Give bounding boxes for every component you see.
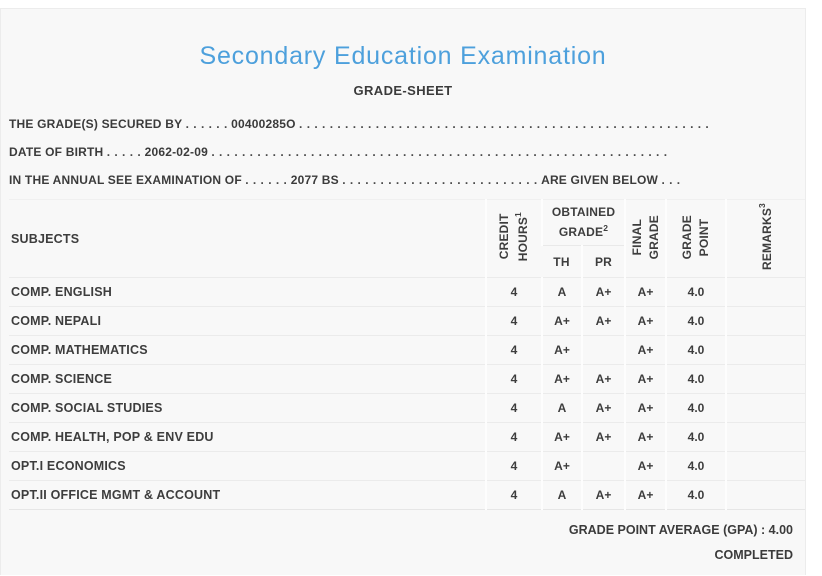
dot-leader: . . . . . . . . . . . . . . . . . . . . . . . . . . [342, 173, 538, 187]
examination-year-value: 2077 BS [290, 173, 339, 187]
credit-cell: 4 [486, 481, 542, 510]
subject-cell: COMP. NEPALI [11, 314, 102, 328]
subjects-header: SUBJECTS [9, 200, 486, 278]
remarks-cell [726, 278, 805, 307]
th-grade-cell: A [542, 278, 582, 307]
examination-label: IN THE ANNUAL SEE EXAMINATION OF [9, 173, 242, 187]
th-grade-cell: A [542, 481, 582, 510]
grade-point-cell: 4.0 [666, 307, 726, 336]
pr-grade-cell [582, 336, 625, 365]
final-grade-cell: A+ [625, 394, 666, 423]
info-line-date-of-birth [9, 138, 717, 166]
grade-point-cell: 4.0 [666, 423, 726, 452]
credit-cell: 4 [486, 307, 542, 336]
final-grade-cell: A+ [625, 481, 666, 510]
final-grade-cell: A+ [625, 365, 666, 394]
th-grade-cell: A+ [542, 307, 582, 336]
pr-grade-cell: A+ [582, 307, 625, 336]
remarks-cell [726, 365, 805, 394]
th-grade-cell: A+ [542, 452, 582, 481]
table-row [9, 423, 805, 452]
candidate-info [1, 110, 805, 194]
date-of-birth-value: 2062-02-09 [144, 145, 208, 159]
final-grade-cell: A+ [625, 452, 666, 481]
completion-status: COMPLETED [714, 548, 793, 562]
date-of-birth-label: DATE OF BIRTH [9, 145, 104, 159]
pr-grade-cell: A+ [582, 394, 625, 423]
page-subtitle: GRADE-SHEET [353, 83, 453, 98]
subject-cell: COMP. SOCIAL STUDIES [11, 401, 163, 415]
info-line-examination-year [9, 166, 717, 194]
pr-grade-cell [582, 452, 625, 481]
credit-cell: 4 [486, 423, 542, 452]
theory-column-header: TH [542, 246, 582, 278]
grade-sheet [0, 8, 806, 575]
pr-grade-cell: A+ [582, 481, 625, 510]
table-row [9, 278, 805, 307]
grade-point-cell: 4.0 [666, 394, 726, 423]
remarks-header: REMARKS$^3$ [726, 200, 805, 278]
obtained-grade-header: OBTAINED GRADE$^2$ [542, 200, 625, 246]
grades-table [9, 199, 805, 510]
final-grade-cell: A+ [625, 307, 666, 336]
result-summary [1, 523, 793, 562]
final-grade-cell: A+ [625, 423, 666, 452]
subject-cell: OPT.I ECONOMICS [11, 459, 126, 473]
subject-cell: COMP. SCIENCE [11, 372, 113, 386]
grades-secured-label: THE GRADE(S) SECURED BY [9, 117, 183, 131]
dot-leader: . . . [661, 173, 681, 187]
credit-cell: 4 [486, 394, 542, 423]
info-line-grades-secured [9, 110, 717, 138]
practical-column-header: PR [582, 246, 625, 278]
symbol-number-value: 00400285O [231, 117, 296, 131]
pr-grade-cell: A+ [582, 423, 625, 452]
table-row [9, 481, 805, 510]
table-row [9, 452, 805, 481]
remarks-cell [726, 452, 805, 481]
table-row [9, 394, 805, 423]
th-grade-cell: A+ [542, 336, 582, 365]
pr-grade-cell: A+ [582, 365, 625, 394]
credit-hours-header: CREDIT HOURS$^1$ [486, 200, 542, 278]
dot-leader: . . . . . . [185, 117, 228, 131]
gpa-line: GRADE POINT AVERAGE (GPA) : 4.00 [568, 523, 793, 537]
subject-cell: COMP. MATHEMATICS [11, 343, 148, 357]
table-row [9, 365, 805, 394]
obtained-grade-footnote: 2 [603, 222, 609, 233]
table-row [9, 336, 805, 365]
subject-cell: COMP. HEALTH, POP & ENV EDU [11, 430, 214, 444]
th-grade-cell: A+ [542, 423, 582, 452]
th-grade-cell: A+ [542, 365, 582, 394]
table-row [9, 307, 805, 336]
credit-hours-footnote: 1 [513, 212, 523, 218]
subject-cell: OPT.II OFFICE MGMT & ACCOUNT [11, 488, 221, 502]
remarks-cell [726, 336, 805, 365]
remarks-cell [726, 307, 805, 336]
dot-leader: . . . . . . [245, 173, 288, 187]
dot-leader: . . . . . [106, 145, 142, 159]
dot-leader: . . . . . . . . . . . . . . . . . . . . . . . . . . . . . . . . . . . . . . . . . . . . . . . . . . . . . . . . . . . . [211, 145, 668, 159]
dot-leader: . . . . . . . . . . . . . . . . . . . . . . . . . . . . . . . . . . . . . . . . . . . . . . . . . . . . . . [299, 117, 710, 131]
grade-point-cell: 4.0 [666, 365, 726, 394]
are-given-below-label: ARE GIVEN BELOW [541, 173, 659, 187]
grade-point-cell: 4.0 [666, 336, 726, 365]
grade-point-cell: 4.0 [666, 481, 726, 510]
remarks-cell [726, 423, 805, 452]
final-grade-cell: A+ [625, 278, 666, 307]
grade-point-cell: 4.0 [666, 278, 726, 307]
page-title: Secondary Education Examination [199, 42, 607, 70]
credit-cell: 4 [486, 452, 542, 481]
remarks-cell [726, 481, 805, 510]
credit-cell: 4 [486, 278, 542, 307]
credit-cell: 4 [486, 365, 542, 394]
remarks-footnote: 3 [756, 203, 767, 209]
final-grade-cell: A+ [625, 336, 666, 365]
th-grade-cell: A [542, 394, 582, 423]
credit-cell: 4 [486, 336, 542, 365]
grade-point-cell: 4.0 [666, 452, 726, 481]
subject-cell: COMP. ENGLISH [11, 285, 112, 299]
final-grade-header: FINAL GRADE [625, 200, 666, 278]
pr-grade-cell: A+ [582, 278, 625, 307]
grade-point-header: GRADE POINT [666, 200, 726, 278]
remarks-cell [726, 394, 805, 423]
